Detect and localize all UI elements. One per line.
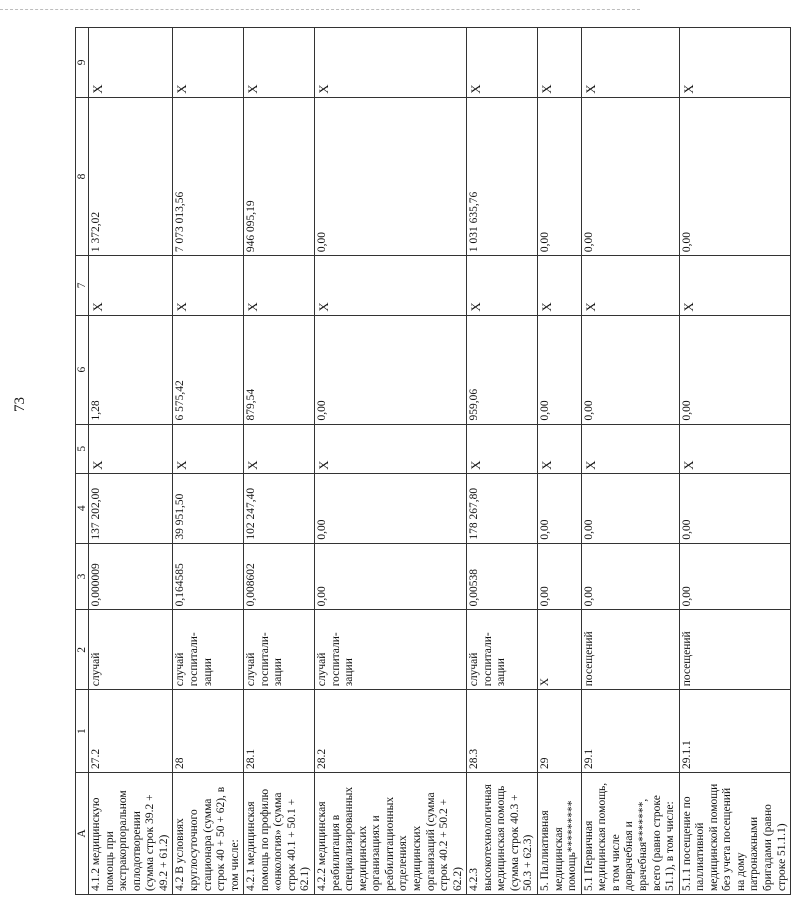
column-header: 2	[76, 610, 89, 690]
value-cell: 1 372,02	[89, 97, 173, 255]
value-cell: 0,000009	[89, 543, 173, 610]
value-cell: 102 247,40	[244, 473, 315, 543]
value-cell: 6 575,42	[173, 315, 244, 424]
value-cell: X	[315, 424, 467, 473]
value-cell: 0,00	[679, 97, 791, 255]
column-header: 9	[76, 28, 89, 98]
value-cell: 0,00	[315, 97, 467, 255]
table-row	[244, 28, 315, 895]
value-cell: 0,00	[679, 543, 791, 610]
value-cell: X	[244, 28, 315, 98]
value-cell: X	[173, 256, 244, 316]
rotated-table-container	[75, 27, 788, 895]
value-cell: 0,00	[315, 543, 467, 610]
row-description: 4.1.2 медицинскую помощь при экстракорпоральном оплодотворении (сумма строк 39.2 + 49.2 + 61.2)	[89, 773, 173, 895]
value-cell: X	[581, 256, 679, 316]
value-cell: 0,164585	[173, 543, 244, 610]
scan-top-edge	[0, 9, 640, 10]
value-cell: 0,00	[581, 543, 679, 610]
table-row	[467, 28, 538, 895]
value-cell: 0,00	[538, 473, 582, 543]
value-cell: 0,00	[538, 315, 582, 424]
unit-cell: случай госпитали-зации	[467, 610, 538, 690]
unit-cell: случай госпитали-зации	[244, 610, 315, 690]
row-number: 29	[538, 690, 582, 773]
row-description: 4.2 В условиях круглосуточного стационара (сумма строк 40 + 50 + 62), в том числе:	[173, 773, 244, 895]
row-description: 5.1 Первичная медицинская помощь, в том числе доврачебная и врачебная*******, всего (равно строке 51.1), в том числе:	[581, 773, 679, 895]
value-cell: 7 073 013,56	[173, 97, 244, 255]
value-cell: 0,00	[315, 315, 467, 424]
value-cell: 959,06	[467, 315, 538, 424]
row-number: 28.3	[467, 690, 538, 773]
column-header: 5	[76, 424, 89, 473]
table-row	[679, 28, 791, 895]
value-cell: X	[538, 256, 582, 316]
value-cell: X	[581, 424, 679, 473]
row-description: 5.1.1 посещение по паллиативной медицинской помощи без учета посещений на дому патронажными бригадами (равно строке 51.1.1)	[679, 773, 791, 895]
value-cell: 0,00	[538, 543, 582, 610]
unit-cell: случай	[89, 610, 173, 690]
column-header: 8	[76, 97, 89, 255]
column-header: 3	[76, 543, 89, 610]
value-cell: X	[538, 28, 582, 98]
value-cell: 0,00	[581, 473, 679, 543]
value-cell: 0,00538	[467, 543, 538, 610]
value-cell: 1 031 635,76	[467, 97, 538, 255]
row-description: 4.2.2 медицинская реабилитация в специализированных медицинских организациях и реабилитационных отделениях медицинских организаций (сумма строк 40.2 + 50.2 + 62.2)	[315, 773, 467, 895]
unit-cell: случай госпитали-зации	[315, 610, 467, 690]
row-description: 4.2.1 медицинская помощь по профилю «онкология» (сумма строк 40.1 + 50.1 + 62.1)	[244, 773, 315, 895]
column-header: 1	[76, 690, 89, 773]
value-cell: 0,008602	[244, 543, 315, 610]
value-cell: X	[89, 28, 173, 98]
column-header: 6	[76, 315, 89, 424]
value-cell: X	[89, 424, 173, 473]
value-cell: X	[315, 256, 467, 316]
table-row	[581, 28, 679, 895]
value-cell: 39 951,50	[173, 473, 244, 543]
page-number: 73	[12, 397, 28, 412]
value-cell: 1,28	[89, 315, 173, 424]
unit-cell: посещений	[581, 610, 679, 690]
value-cell: 0,00	[581, 97, 679, 255]
row-number: 28.1	[244, 690, 315, 773]
data-table	[75, 27, 791, 895]
value-cell: 0,00	[679, 315, 791, 424]
row-description: 5. Паллиативная медицинская помощь*********	[538, 773, 582, 895]
value-cell: 0,00	[538, 97, 582, 255]
column-header: 4	[76, 473, 89, 543]
unit-cell: X	[538, 610, 582, 690]
value-cell: 0,00	[315, 473, 467, 543]
header-row	[76, 28, 89, 895]
value-cell: 0,00	[581, 315, 679, 424]
table-row	[173, 28, 244, 895]
value-cell: 0,00	[679, 473, 791, 543]
value-cell: X	[244, 424, 315, 473]
column-header: 7	[76, 256, 89, 316]
row-number: 28.2	[315, 690, 467, 773]
row-description: 4.2.3 высокотехнологичная медицинская помощь (сумма строк 40.3 + 50.3 + 62.3)	[467, 773, 538, 895]
row-number: 29.1	[581, 690, 679, 773]
value-cell: X	[244, 256, 315, 316]
table-row	[538, 28, 582, 895]
value-cell: X	[173, 424, 244, 473]
table-row	[315, 28, 467, 895]
row-number: 27.2	[89, 690, 173, 773]
value-cell: X	[538, 424, 582, 473]
value-cell: X	[679, 256, 791, 316]
row-number: 29.1.1	[679, 690, 791, 773]
value-cell: 946 095,19	[244, 97, 315, 255]
value-cell: X	[467, 424, 538, 473]
table-row	[89, 28, 173, 895]
value-cell: X	[173, 28, 244, 98]
value-cell: X	[679, 28, 791, 98]
column-header: A	[76, 773, 89, 895]
value-cell: X	[679, 424, 791, 473]
value-cell: 137 202,00	[89, 473, 173, 543]
unit-cell: случай госпитали-зации	[173, 610, 244, 690]
value-cell: X	[467, 256, 538, 316]
value-cell: 178 267,80	[467, 473, 538, 543]
unit-cell: посещений	[679, 610, 791, 690]
value-cell: X	[467, 28, 538, 98]
value-cell: X	[581, 28, 679, 98]
value-cell: 879,54	[244, 315, 315, 424]
value-cell: X	[89, 256, 173, 316]
row-number: 28	[173, 690, 244, 773]
value-cell: X	[315, 28, 467, 98]
